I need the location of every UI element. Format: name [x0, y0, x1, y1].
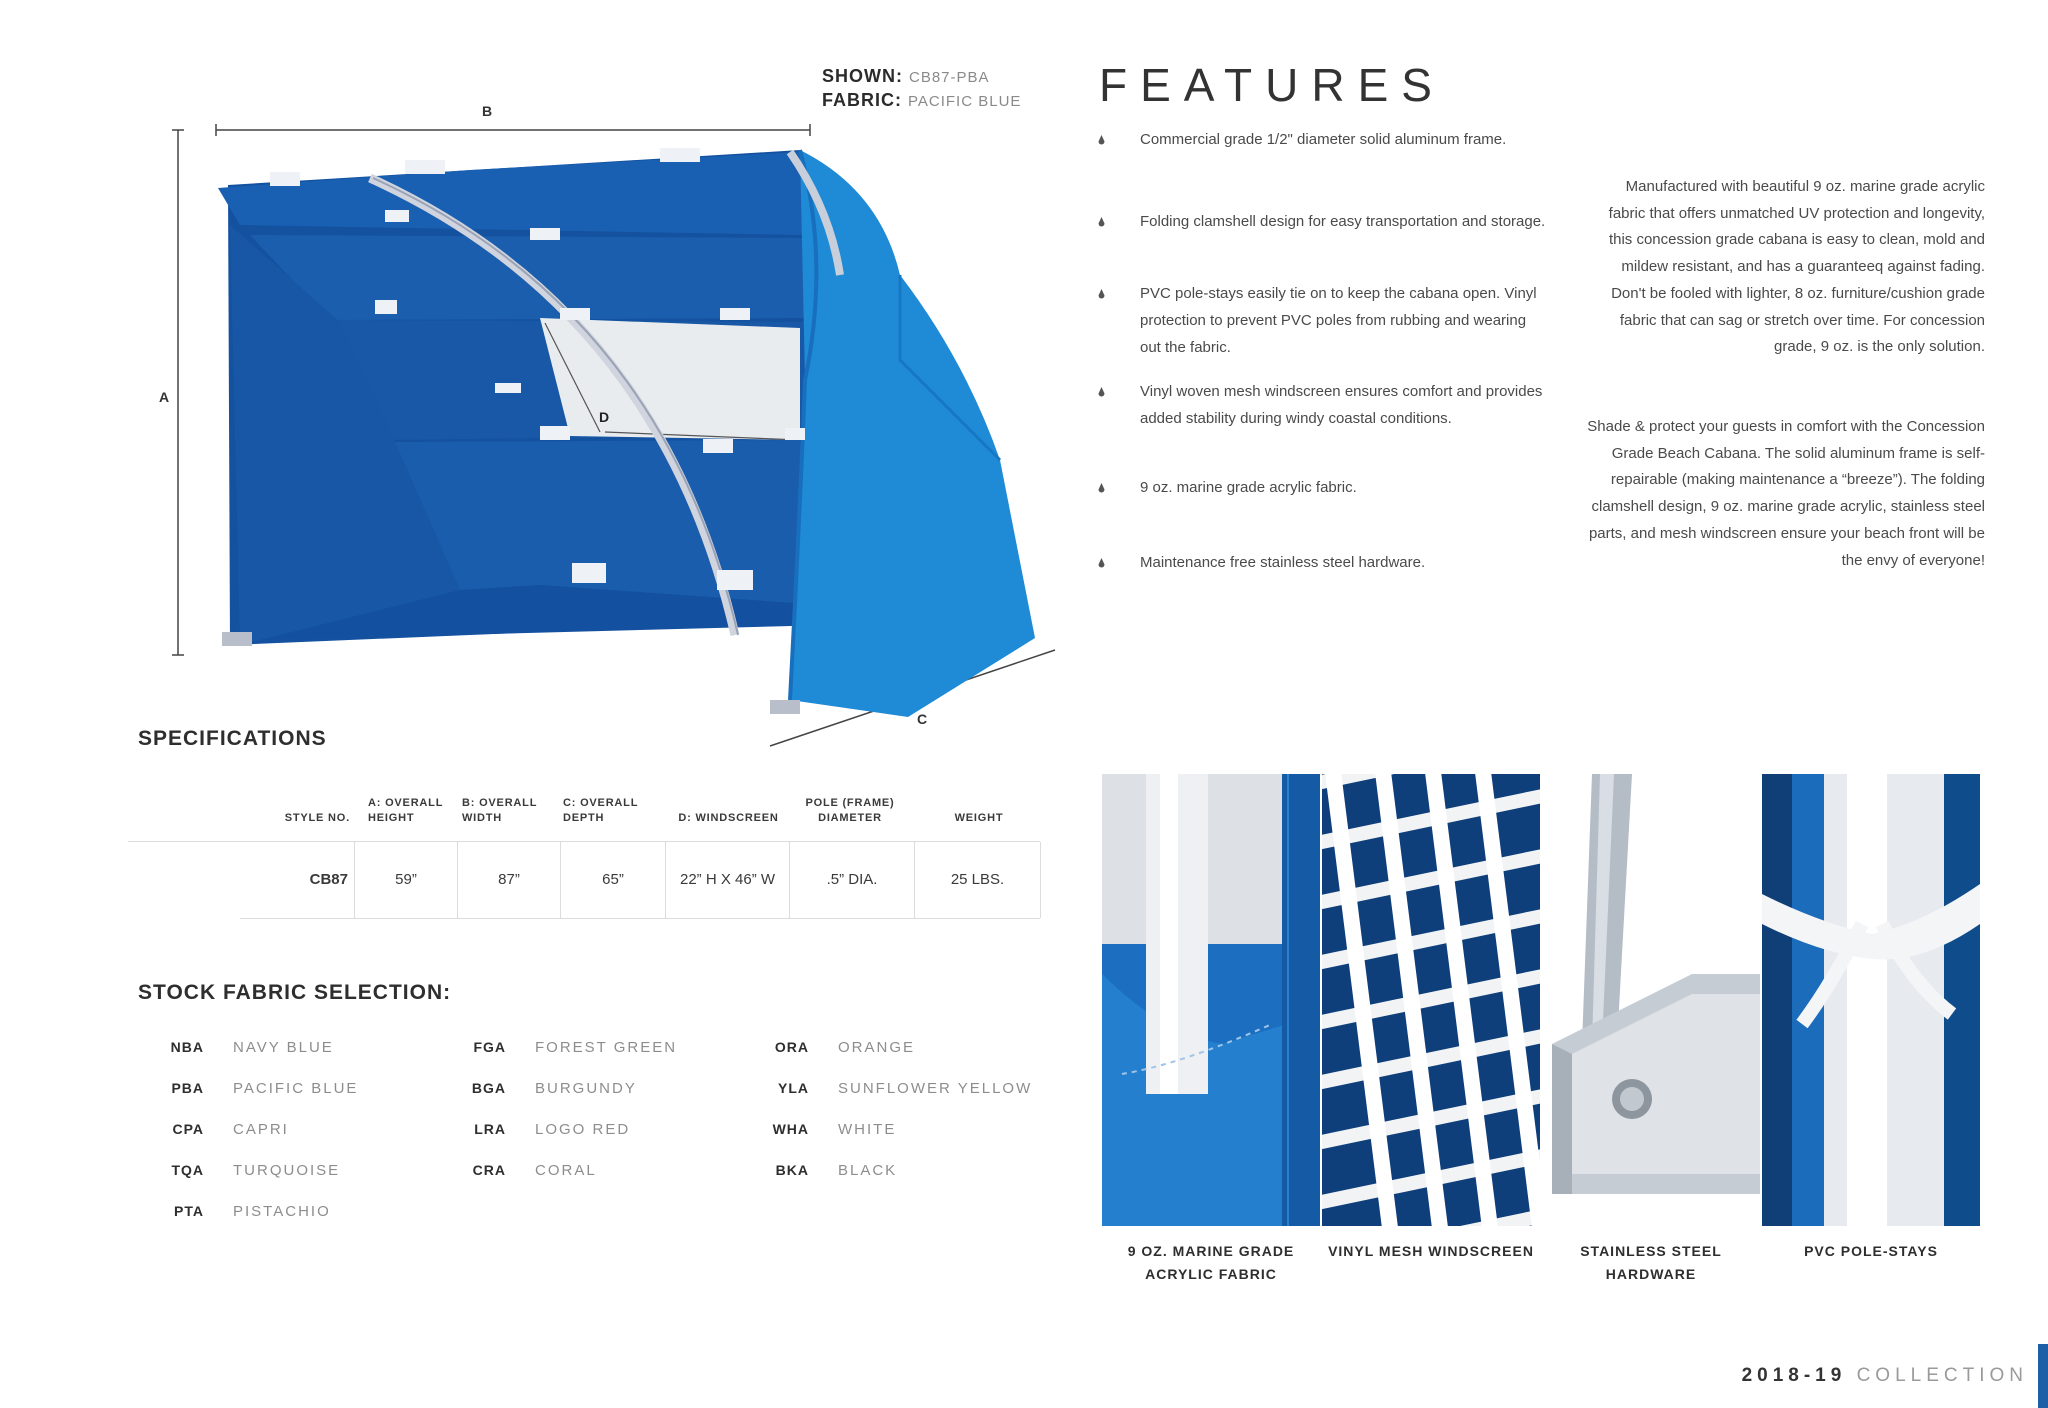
- fabric-code: PTA: [174, 1203, 204, 1219]
- description-paragraph-1: Manufactured with beautiful 9 oz. marine grade acrylic fabric that offers unmatched UV protection and longevity, this concession grade cabana is easy to clean, mold and mildew resistant, and has a guaranteeq against fading. Don't be fooled with lighter, 8 oz. furniture/cushion grade fabric that can sag or stretch over time. For concession grade, 9 oz. is the only solution.: [1608, 178, 1985, 356]
- feature-text: Folding clamshell design for easy transportation and storage.: [1140, 213, 1546, 230]
- fabric-code: CRA: [472, 1162, 506, 1178]
- photo-stainless-hardware: [1542, 774, 1760, 1226]
- fabric-name: PACIFIC BLUE: [233, 1080, 359, 1097]
- fabric-name: ORANGE: [838, 1039, 916, 1056]
- fabric-name: FOREST GREEN: [535, 1039, 678, 1056]
- footer-collection-label: COLLECTION: [1856, 1365, 2028, 1386]
- fabric-label: FABRIC:: [822, 90, 902, 110]
- spec-table-rule: [240, 918, 1040, 919]
- footer-collection: [1742, 1365, 2028, 1387]
- shown-value: CB87-PBA: [909, 69, 990, 86]
- photo-acrylic-fabric: [1102, 774, 1320, 1226]
- feature-item: [1098, 126, 1548, 153]
- photo-caption: PVC POLE-STAYS: [1804, 1243, 1938, 1259]
- feature-text: PVC pole-stays easily tie on to keep the cabana open. Vinyl protection to prevent PVC poles from rubbing and wearing out the fabric.: [1140, 285, 1537, 356]
- fabric-line: [822, 88, 1021, 114]
- fabric-name: SUNFLOWER YELLOW: [838, 1080, 1033, 1097]
- fabric-code: WHA: [772, 1121, 809, 1137]
- feature-item: [1098, 549, 1548, 576]
- feature-item: [1098, 280, 1548, 361]
- photo-caption: VINYL MESH WINDSCREEN: [1328, 1243, 1534, 1259]
- droplet-icon: [1098, 217, 1105, 227]
- dimension-label-b: B: [481, 103, 493, 119]
- fabric-code: PBA: [171, 1080, 204, 1096]
- fabric-name: CAPRI: [233, 1121, 289, 1138]
- fabric-code: YLA: [778, 1080, 809, 1096]
- feature-item: [1098, 208, 1548, 235]
- droplet-icon: [1098, 135, 1105, 145]
- stock-fabric-title: STOCK FABRIC SELECTION:: [138, 981, 452, 1004]
- fabric-value: PACIFIC BLUE: [908, 93, 1022, 110]
- fabric-code: CPA: [172, 1121, 204, 1137]
- dimension-label-c: C: [916, 711, 928, 727]
- fabric-code: BGA: [471, 1080, 506, 1096]
- page-corner-tab: [2038, 1344, 2048, 1408]
- droplet-icon: [1098, 558, 1105, 568]
- spec-header-weight: WEIGHT: [954, 812, 1004, 824]
- fabric-name: CORAL: [535, 1162, 597, 1179]
- specifications-title: SPECIFICATIONS: [138, 727, 327, 750]
- fabric-code: BKA: [775, 1162, 809, 1178]
- fabric-code: ORA: [774, 1039, 809, 1055]
- spec-table-rule: [1040, 842, 1041, 918]
- fabric-name: WHITE: [838, 1121, 897, 1138]
- description-paragraph-2: Shade & protect your guests in comfort with the Concession Grade Beach Cabana. The solid aluminum frame is self-repairable (making maintenance a “breeze”). The folding clamshell design, 9 oz. marine grade acrylic, stainless steel parts, and mesh windscreen ensure your beach front will be the envy of everyone!: [1587, 418, 1985, 569]
- feature-text: Vinyl woven mesh windscreen ensures comfort and provides added stability during windy coastal conditions.: [1140, 383, 1543, 427]
- droplet-icon: [1098, 289, 1105, 299]
- windscreen-mesh: [540, 318, 800, 440]
- spec-value-width: 87”: [458, 842, 561, 918]
- spec-value-windscreen: 22” H X 46” W: [666, 842, 790, 918]
- fabric-code: NBA: [170, 1039, 204, 1055]
- fabric-name: LOGO RED: [535, 1121, 631, 1138]
- fabric-name: TURQUOISE: [233, 1162, 341, 1179]
- fabric-code: FGA: [473, 1039, 506, 1055]
- spec-header-windscreen: D: WINDSCREEN: [678, 812, 779, 824]
- spec-header-depth: C: OVERALL DEPTH: [563, 797, 639, 824]
- shown-label: SHOWN:: [822, 66, 903, 86]
- droplet-icon: [1098, 483, 1105, 493]
- feature-text: Commercial grade 1/2" diameter solid aluminum frame.: [1140, 131, 1507, 148]
- spec-header-pole: POLE (FRAME) DIAMETER: [805, 797, 895, 824]
- spec-header-height: A: OVERALL HEIGHT: [368, 797, 444, 824]
- feature-item: [1098, 474, 1548, 501]
- fabric-code: TQA: [171, 1162, 204, 1178]
- feature-text: Maintenance free stainless steel hardware.: [1140, 554, 1426, 571]
- features-title: FEATURES: [1099, 59, 1445, 111]
- droplet-icon: [1098, 387, 1105, 397]
- spec-value-weight: 25 LBS.: [950, 871, 1005, 888]
- shown-line: [822, 64, 990, 90]
- fabric-name: BURGUNDY: [535, 1080, 637, 1097]
- feature-item: [1098, 378, 1548, 432]
- photo-vinyl-mesh: [1322, 774, 1540, 1226]
- fabric-code: LRA: [474, 1121, 506, 1137]
- spec-header-style: STYLE NO.: [284, 812, 350, 824]
- feature-text: 9 oz. marine grade acrylic fabric.: [1140, 479, 1357, 496]
- spec-value-pole: .5” DIA.: [790, 842, 915, 918]
- cabana-illustration: [140, 60, 1080, 760]
- fabric-name: NAVY BLUE: [233, 1039, 334, 1056]
- photo-pvc-pole-stays: [1762, 774, 1980, 1226]
- photo-caption: STAINLESS STEEL HARDWARE: [1580, 1243, 1722, 1282]
- footer-year: 2018-19: [1741, 1365, 1847, 1386]
- dimension-label-a: A: [158, 389, 170, 405]
- photo-caption: 9 OZ. MARINE GRADE ACRYLIC FABRIC: [1127, 1243, 1295, 1282]
- spec-header-width: B: OVERALL WIDTH: [462, 797, 538, 824]
- fabric-name: BLACK: [838, 1162, 898, 1179]
- spec-value-style: CB87: [240, 842, 355, 918]
- spec-value-depth: 65”: [561, 842, 666, 918]
- dimension-label-d: D: [598, 409, 610, 425]
- spec-value-height: 59”: [355, 842, 458, 918]
- fabric-name: PISTACHIO: [233, 1203, 331, 1220]
